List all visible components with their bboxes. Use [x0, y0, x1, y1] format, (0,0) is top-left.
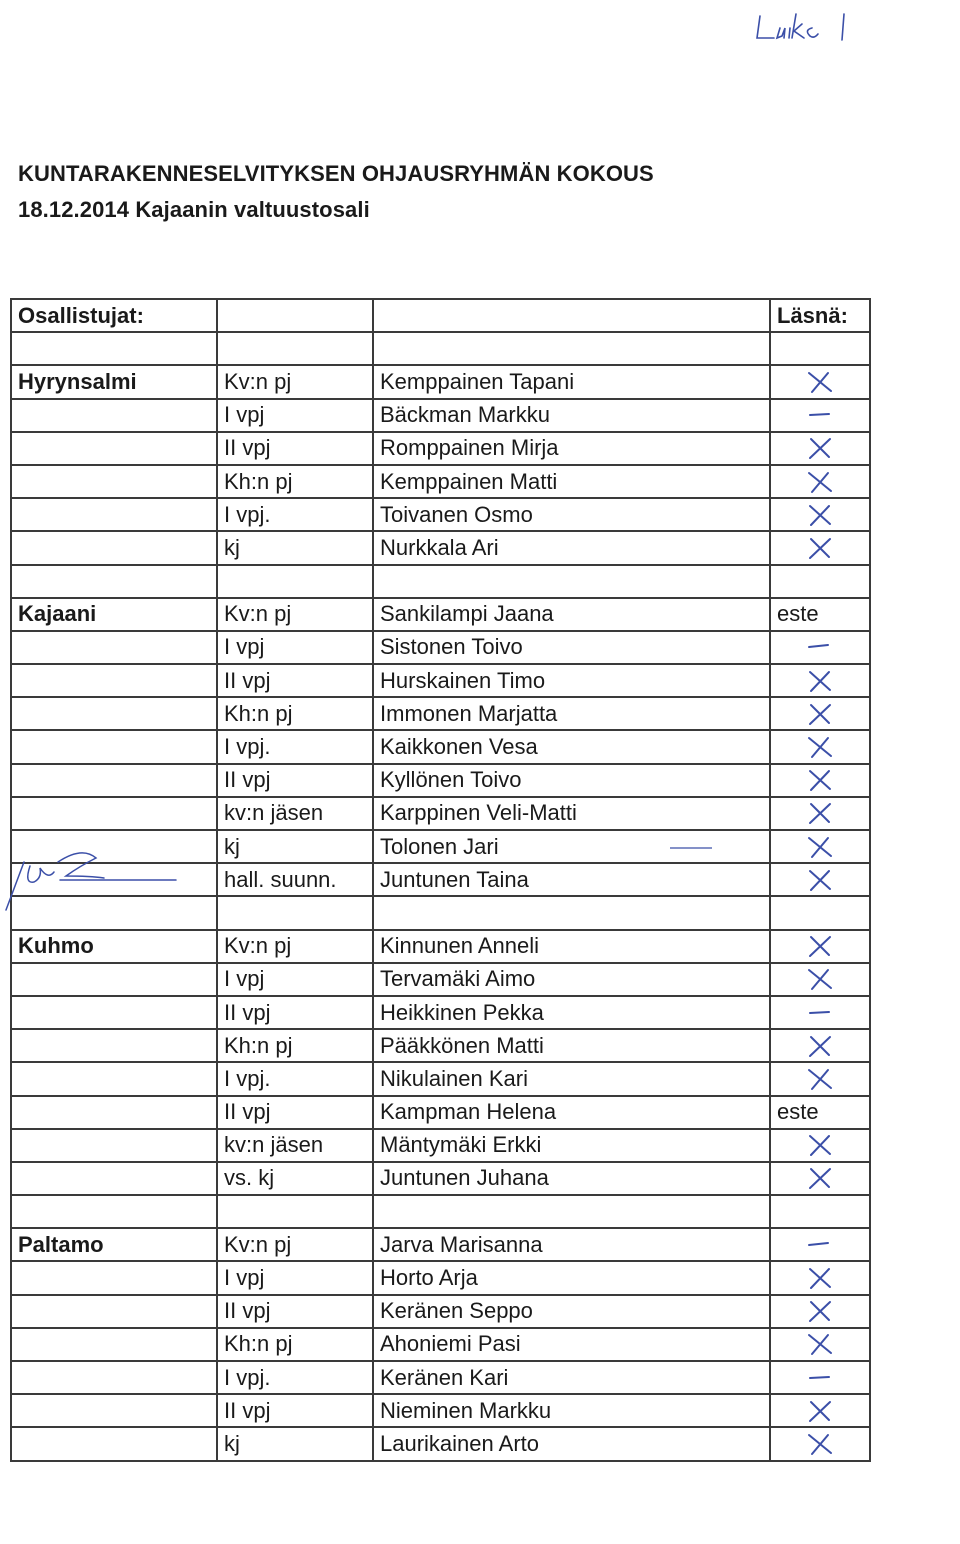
participant-role: Kv:n pj [217, 1228, 373, 1261]
participant-name: Laurikainen Arto [373, 1427, 770, 1460]
cross-mark-icon [800, 767, 840, 793]
participants-header: Osallistujat: [11, 299, 217, 332]
handwritten-signature [0, 836, 190, 912]
presence-mark [770, 1295, 870, 1328]
participant-row-kemppainen-tapani [11, 365, 870, 398]
dash-mark-icon [800, 634, 840, 660]
participant-role: kj [217, 531, 373, 564]
participant-name: Kinnunen Anneli [373, 930, 770, 963]
spacer-row [11, 1195, 870, 1228]
participant-role: II vpj [217, 996, 373, 1029]
participant-role: I vpj [217, 399, 373, 432]
presence-mark [770, 963, 870, 996]
presence-mark [770, 996, 870, 1029]
presence-mark [770, 1162, 870, 1195]
participant-row-sistonen-toivo [11, 631, 870, 664]
participant-role: II vpj [217, 764, 373, 797]
presence-mark [770, 1029, 870, 1062]
cross-mark-icon [800, 1298, 840, 1324]
presence-mark [770, 797, 870, 830]
participant-role: II vpj [217, 1096, 373, 1129]
participant-row-paakkonen-matti [11, 1029, 870, 1062]
document-subtitle: 18.12.2014 Kajaanin valtuustosali [18, 197, 370, 222]
cross-mark-icon [800, 1132, 840, 1158]
participant-name: Nurkkala Ari [373, 531, 770, 564]
cross-mark-icon [800, 502, 840, 528]
presence-mark [770, 1228, 870, 1261]
participant-name: Karppinen Veli-Matti [373, 797, 770, 830]
presence-mark [770, 664, 870, 697]
cross-mark-icon [800, 1165, 840, 1191]
participant-row-romppainen-mirja [11, 432, 870, 465]
participant-role: vs. kj [217, 1162, 373, 1195]
participant-role: kv:n jäsen [217, 797, 373, 830]
presence-mark [770, 730, 870, 763]
participant-name: Heikkinen Pekka [373, 996, 770, 1029]
presence-mark [770, 465, 870, 498]
participant-role: I vpj. [217, 1062, 373, 1095]
participant-role: Kh:n pj [217, 697, 373, 730]
participant-name: Nieminen Markku [373, 1394, 770, 1427]
participant-row-hurskainen-timo [11, 664, 870, 697]
participant-row-mantymaki-erkki [11, 1129, 870, 1162]
participant-name: Juntunen Taina [373, 863, 770, 896]
dash-mark-icon [800, 1000, 840, 1026]
municipality-kuhmo: Kuhmo [11, 930, 217, 963]
participant-role: Kh:n pj [217, 465, 373, 498]
cross-mark-icon [800, 1066, 840, 1092]
municipality-hyrynsalmi: Hyrynsalmi [11, 365, 217, 398]
presence-mark [770, 399, 870, 432]
participant-row-juntunen-juhana [11, 1162, 870, 1195]
participant-role: kj [217, 1427, 373, 1460]
presence-mark [770, 1394, 870, 1427]
participant-row-immonen-marjatta [11, 697, 870, 730]
participant-name: Ahoniemi Pasi [373, 1328, 770, 1361]
participant-name: Romppainen Mirja [373, 432, 770, 465]
presence-mark [770, 531, 870, 564]
presence-mark [770, 1261, 870, 1294]
participant-row-nieminen-markku [11, 1394, 870, 1427]
participant-role: I vpj [217, 1261, 373, 1294]
presence-mark [770, 1129, 870, 1162]
participant-row-kinnunen-anneli [11, 930, 870, 963]
cross-mark-icon [800, 933, 840, 959]
participant-row-karppinen-veli-matti [11, 797, 870, 830]
cross-mark-icon [800, 966, 840, 992]
participant-row-kemppainen-matti [11, 465, 870, 498]
cross-mark-icon [800, 1331, 840, 1357]
participant-role: II vpj [217, 432, 373, 465]
participant-role: hall. suunn. [217, 863, 373, 896]
presence-mark [770, 1361, 870, 1394]
dash-mark-icon [800, 1365, 840, 1391]
cross-mark-icon [800, 867, 840, 893]
cross-mark-icon [800, 469, 840, 495]
participant-name: Toivanen Osmo [373, 498, 770, 531]
participant-row-nurkkala-ari [11, 531, 870, 564]
participant-name: Juntunen Juhana [373, 1162, 770, 1195]
participant-row-nikulainen-kari [11, 1062, 870, 1095]
pen-stroke [668, 846, 714, 850]
dash-mark-icon [800, 402, 840, 428]
presence-mark [770, 1328, 870, 1361]
cross-mark-icon [800, 800, 840, 826]
presence-mark [770, 631, 870, 664]
participant-name: Jarva Marisanna [373, 1228, 770, 1261]
cross-mark-icon [800, 1265, 840, 1291]
participant-row-ahoniemi-pasi [11, 1328, 870, 1361]
participant-name: Pääkkönen Matti [373, 1029, 770, 1062]
participant-role: I vpj. [217, 730, 373, 763]
presence-mark [770, 365, 870, 398]
participant-name: Keränen Kari [373, 1361, 770, 1394]
cross-mark-icon [800, 834, 840, 860]
participant-role: Kv:n pj [217, 930, 373, 963]
presence-mark [770, 1427, 870, 1460]
participant-name: Sistonen Toivo [373, 631, 770, 664]
participant-row-kampman-helena [11, 1096, 870, 1129]
participant-role: II vpj [217, 1394, 373, 1427]
participant-row-kyllonen-toivo [11, 764, 870, 797]
cross-mark-icon [800, 535, 840, 561]
participant-role: I vpj [217, 631, 373, 664]
participant-row-heikkinen-pekka [11, 996, 870, 1029]
participant-name: Horto Arja [373, 1261, 770, 1294]
cross-mark-icon [800, 701, 840, 727]
municipality-kajaani: Kajaani [11, 598, 217, 631]
participant-name: Sankilampi Jaana [373, 598, 770, 631]
dash-mark-icon [800, 1232, 840, 1258]
participant-name: Kemppainen Matti [373, 465, 770, 498]
presence-mark [770, 764, 870, 797]
participant-row-toivanen-osmo [11, 498, 870, 531]
header-row [11, 299, 870, 332]
present-header: Läsnä: [770, 299, 870, 332]
cross-mark-icon [800, 369, 840, 395]
municipality-paltamo: Paltamo [11, 1228, 217, 1261]
presence-mark [770, 830, 870, 863]
cross-mark-icon [800, 734, 840, 760]
participant-role: Kv:n pj [217, 365, 373, 398]
presence-mark [770, 863, 870, 896]
participant-row-kaikkonen-vesa [11, 730, 870, 763]
participant-name: Kaikkonen Vesa [373, 730, 770, 763]
cross-mark-icon [800, 1398, 840, 1424]
participant-name: Kampman Helena [373, 1096, 770, 1129]
presence-mark: este [770, 598, 870, 631]
participant-name: Bäckman Markku [373, 399, 770, 432]
presence-mark [770, 432, 870, 465]
participant-row-horto-arja [11, 1261, 870, 1294]
participant-row-keranen-kari [11, 1361, 870, 1394]
participant-role: II vpj [217, 1295, 373, 1328]
participant-name: Tolonen Jari [373, 830, 770, 863]
presence-mark [770, 697, 870, 730]
participant-name: Kyllönen Toivo [373, 764, 770, 797]
participant-role: I vpj. [217, 1361, 373, 1394]
handwritten-annotation [752, 8, 862, 48]
participant-name: Kemppainen Tapani [373, 365, 770, 398]
presence-mark [770, 498, 870, 531]
participant-row-tervamaki-aimo [11, 963, 870, 996]
participant-name: Keränen Seppo [373, 1295, 770, 1328]
document-title: KUNTARAKENNESELVITYKSEN OHJAUSRYHMÄN KOKOUS [18, 161, 654, 186]
participant-name: Hurskainen Timo [373, 664, 770, 697]
cross-mark-icon [800, 668, 840, 694]
presence-mark [770, 930, 870, 963]
participant-role: Kh:n pj [217, 1328, 373, 1361]
cross-mark-icon [800, 1033, 840, 1059]
participant-row-keranen-seppo [11, 1295, 870, 1328]
participant-role: II vpj [217, 664, 373, 697]
participant-name: Mäntymäki Erkki [373, 1129, 770, 1162]
participant-role: I vpj [217, 963, 373, 996]
participant-row-laurikainen-arto [11, 1427, 870, 1460]
cross-mark-icon [800, 435, 840, 461]
spacer-row [11, 332, 870, 365]
participant-role: Kh:n pj [217, 1029, 373, 1062]
participant-role: Kv:n pj [217, 598, 373, 631]
cross-mark-icon [800, 1431, 840, 1457]
presence-mark [770, 1062, 870, 1095]
participant-name: Immonen Marjatta [373, 697, 770, 730]
spacer-row [11, 565, 870, 598]
participant-row-backman-markku [11, 399, 870, 432]
participant-role: I vpj. [217, 498, 373, 531]
participant-row-sankilampi-jaana [11, 598, 870, 631]
participant-name: Nikulainen Kari [373, 1062, 770, 1095]
presence-mark: este [770, 1096, 870, 1129]
participant-role: kv:n jäsen [217, 1129, 373, 1162]
participant-row-jarva-marisanna [11, 1228, 870, 1261]
participant-name: Tervamäki Aimo [373, 963, 770, 996]
participant-role: kj [217, 830, 373, 863]
